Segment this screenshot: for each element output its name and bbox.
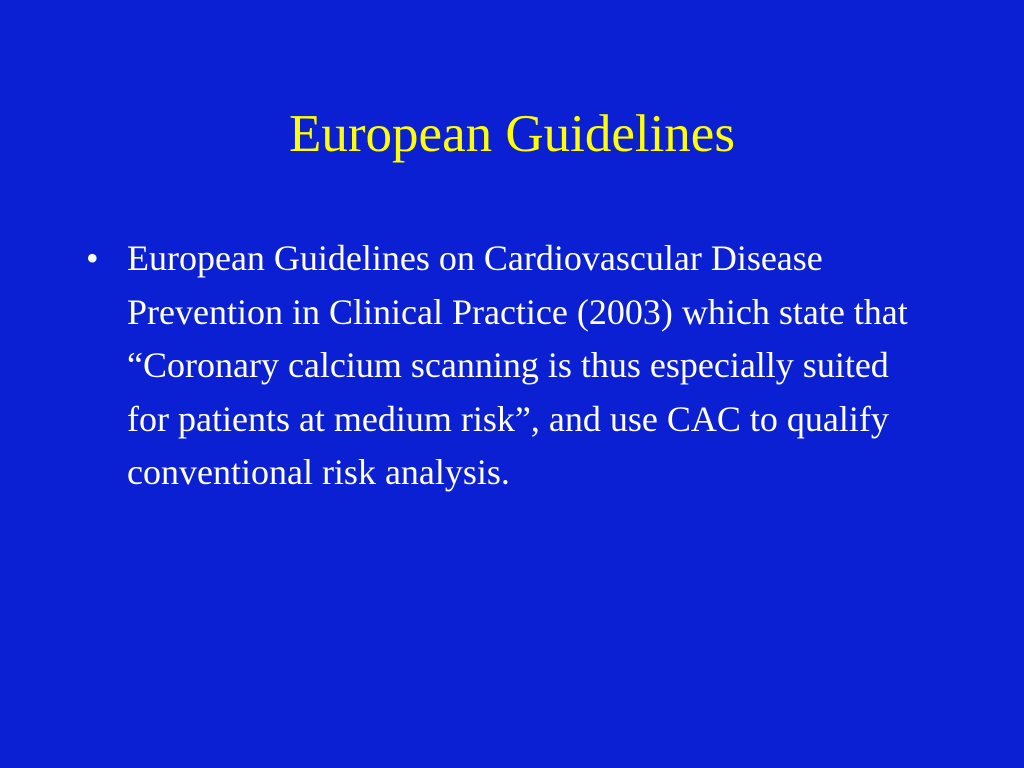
slide-title: European Guidelines [289,105,735,163]
bullet-list [86,232,936,500]
bullet-marker-icon: • [86,238,99,278]
bullet-text: European Guidelines on Cardiovascular Disease Prevention in Clinical Practice (2003) which state that “Coronary calcium scanning is thus especially suited for patients at medium risk”, and use CAC to qualify conventional risk analysis. [127,238,908,492]
bullet-item [86,232,936,500]
